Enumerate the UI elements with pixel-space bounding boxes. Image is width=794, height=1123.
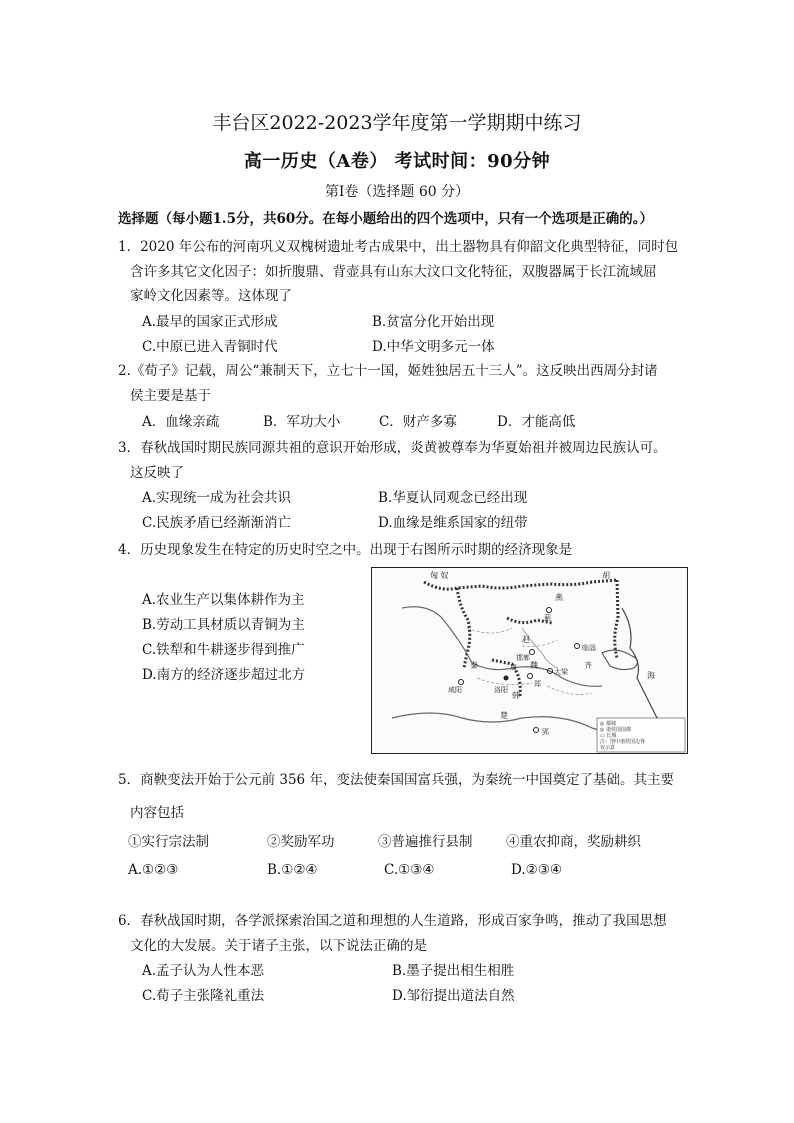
great-wall-line	[615, 580, 618, 658]
legend-item: ◎ 诸侯国国都	[600, 727, 631, 733]
label-daliang: 大梁	[554, 668, 568, 676]
yellow-river	[402, 607, 602, 687]
section-heading: 第Ⅰ卷（选择题 60 分）	[324, 184, 470, 200]
legend-item: 仅示意	[600, 745, 616, 751]
label-qi: 齐	[584, 661, 592, 670]
option-d[interactable]: D.②③④	[511, 862, 562, 878]
question-2	[118, 359, 688, 408]
question-stem-line: 含许多其它文化因子：如折腹鼎、背壶具有山东大汶口文化特征，双腹器属于长江流域屈	[130, 263, 657, 280]
legend-item: ▭ 长城	[600, 733, 617, 739]
city-marker	[530, 650, 535, 655]
option-d[interactable]: D.邹衍提出道法自然	[392, 988, 515, 1004]
option-a[interactable]: A.①②③	[128, 862, 179, 878]
exam-subtitle: 高一历史（A卷） 考试时间：90分钟	[243, 151, 551, 172]
city-marker	[547, 608, 552, 613]
option-c[interactable]: C.荀子主张隆礼重法	[142, 988, 265, 1004]
option-a[interactable]: A．血缘亲疏	[142, 414, 220, 430]
warring-states-map	[371, 567, 688, 754]
label-sea: 海	[647, 671, 655, 680]
option-b[interactable]: B.华夏认同观念已经出现	[378, 490, 528, 506]
option-b[interactable]: B.墨子提出相生相胜	[392, 963, 515, 979]
label-zhao: 赵	[522, 635, 530, 644]
city-marker	[528, 674, 533, 679]
option-b[interactable]: B．军功大小	[263, 414, 341, 430]
label-xiongnu: 匈 奴	[430, 571, 449, 580]
question-stem-line: 4．历史现象发生在特定的历史时空之中。出现于右图所示时期的经济现象是	[118, 542, 573, 558]
river-branch	[522, 628, 557, 668]
label-ji: 蓟	[544, 614, 551, 622]
option-a[interactable]: A.农业生产以集体耕作为主	[142, 592, 305, 608]
question-stem-line: 这反映了	[130, 464, 184, 481]
option-b[interactable]: B.劳动工具材质以青铜为主	[142, 617, 305, 633]
legend-item: ◎ 都城	[600, 721, 616, 727]
option-a[interactable]: A.最早的国家正式形成	[142, 314, 278, 330]
capital-marker	[504, 676, 509, 681]
label-han: 韩	[512, 691, 520, 700]
legend-item: 注：图中诸侯国边界	[600, 739, 646, 745]
option-c[interactable]: C.中原已进入青铜时代	[142, 339, 278, 355]
option-c[interactable]: C.①③④	[384, 862, 435, 878]
label-qin: 秦	[470, 661, 478, 670]
label-linzi: 临淄	[582, 644, 596, 652]
label-zheng: 郑	[534, 680, 541, 688]
label-handan: 邯郸	[516, 654, 530, 662]
question-4	[118, 538, 688, 563]
map-drawing	[372, 568, 687, 753]
city-marker	[575, 644, 580, 649]
label-ying: 郢	[542, 728, 549, 736]
option-d[interactable]: D.血缘是维系国家的纽带	[378, 515, 528, 531]
statement-4: ④重农抑商，奖励耕织	[506, 834, 641, 850]
statement-3: ③普遍推行县制	[378, 834, 473, 850]
label-luoyang: 洛阳	[494, 686, 508, 694]
exam-title: 丰台区2022-2023学年度第一学期期中练习	[212, 112, 582, 134]
label-zhou: 周	[510, 664, 517, 672]
option-b[interactable]: B.贫富分化开始出现	[372, 314, 495, 330]
question-stem-line: 侯主要是基于	[130, 387, 211, 404]
question-3	[118, 436, 688, 485]
option-b[interactable]: B.①②④	[267, 862, 318, 878]
option-c[interactable]: C．财产多寡	[379, 414, 457, 430]
option-c[interactable]: C.铁犁和牛耕逐步得到推广	[142, 642, 305, 658]
question-stem-line: 5．商鞅变法开始于公元前 356 年，变法使秦国国富兵强，为秦统一中国奠定了基础。其主要	[118, 772, 674, 788]
question-stem-line: 6．春秋战国时期，各学派探索治国之道和理想的人生道路，形成百家争鸣，推动了我国思想	[118, 913, 667, 929]
option-c[interactable]: C.民族矛盾已经渐渐消亡	[142, 515, 292, 531]
city-marker	[459, 680, 464, 685]
question-stem-line: 文化的大发展。关于诸子主张，以下说法正确的是	[130, 937, 427, 954]
label-wei: 魏	[530, 661, 538, 670]
question-5	[118, 768, 688, 825]
question-stem-line: 家岭文化因素等。这体现了	[130, 288, 292, 304]
question-1	[118, 235, 688, 309]
label-yan: 燕	[555, 593, 563, 602]
option-d[interactable]: D.中华文明多元一体	[372, 339, 495, 355]
option-a[interactable]: A.实现统一成为社会共识	[142, 490, 292, 506]
option-d[interactable]: D．才能高低	[497, 414, 576, 430]
statement-2: ②奖励军功	[267, 834, 335, 850]
question-stem-line: 3．春秋战国时期民族同源共祖的意识开始形成，炎黄被尊奉为华夏始祖并被周边民族认可。	[118, 440, 667, 456]
statement-1: ①实行宗法制	[128, 834, 209, 850]
question-stem-line: 内容包括	[130, 804, 184, 821]
city-marker	[534, 728, 539, 733]
instructions: 选择题（每小题1.5分，共60分。在每小题给出的四个选项中，只有一个选项是正确的。）	[118, 211, 654, 227]
label-chu: 楚	[500, 711, 508, 720]
question-stem-line: 2.《荀子》记载，周公“兼制天下，立七十一国，姬姓独居五十三人”。这反映出西周分封诸	[118, 363, 658, 379]
option-d[interactable]: D.南方的经济逐步超过北方	[142, 667, 306, 683]
shandong-peninsula	[602, 650, 638, 669]
great-wall-line	[424, 580, 617, 589]
question-6	[118, 909, 688, 958]
label-hu: 胡	[602, 571, 610, 580]
option-a[interactable]: A.孟子认为人性本恶	[142, 963, 265, 979]
label-xianyang: 咸阳	[448, 686, 462, 694]
coastline	[622, 608, 672, 728]
question-stem-line: 1．2020 年公布的河南巩义双槐树遗址考古成果中，出土器物具有仰韶文化典型特征，同时包	[118, 239, 679, 255]
